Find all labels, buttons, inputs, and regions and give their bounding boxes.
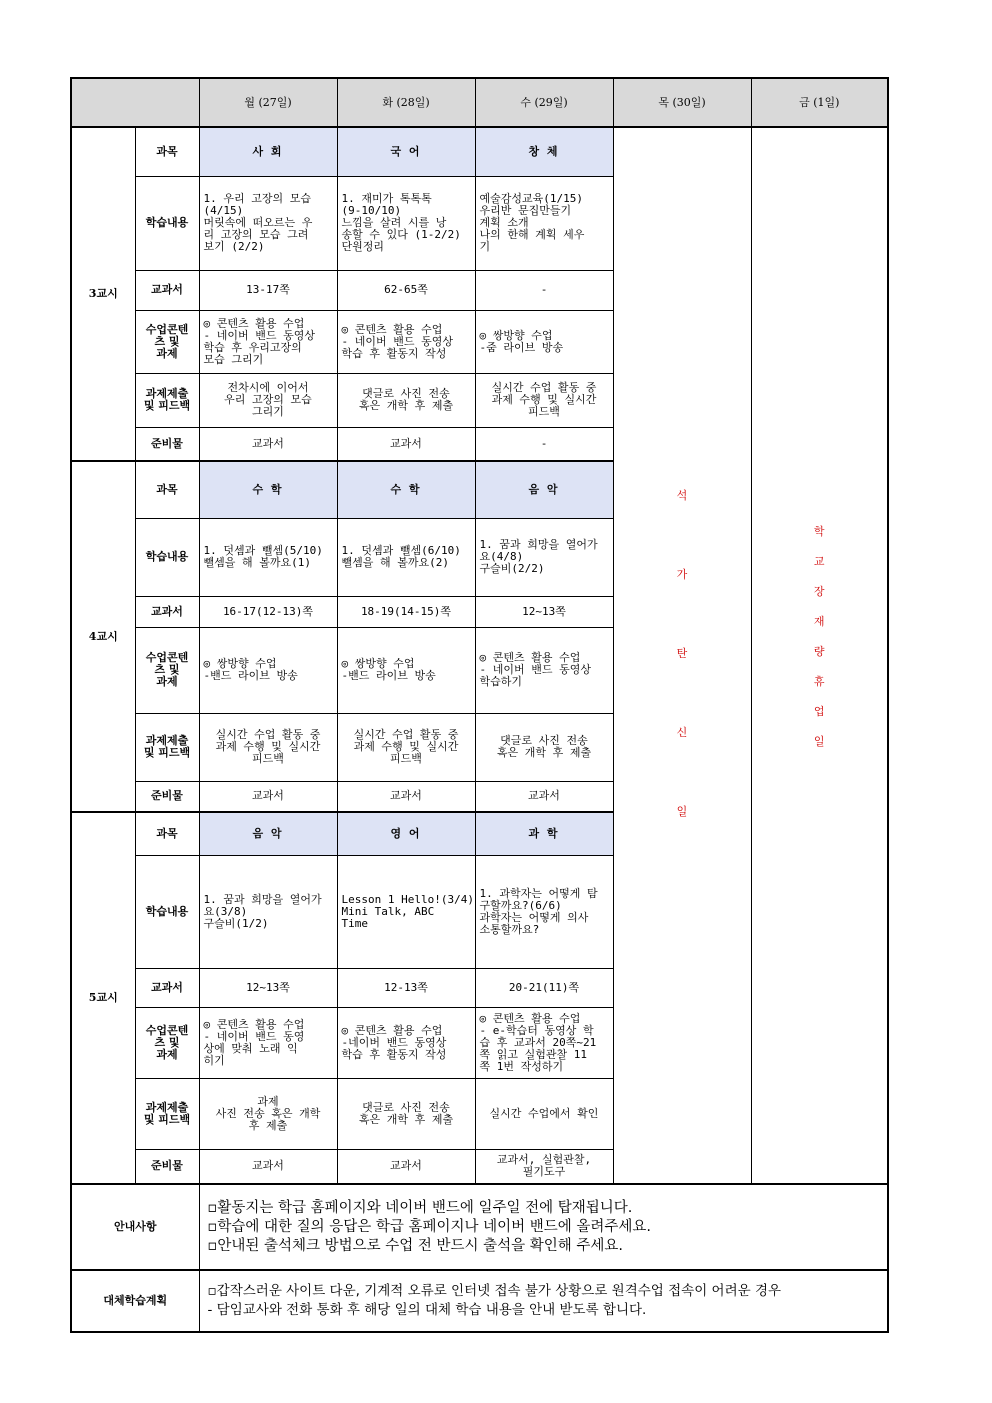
holiday-char: 일 (676, 804, 688, 818)
subject-row (71, 127, 888, 176)
materials-line: - (540, 436, 548, 450)
lesson-line: ◎ 콘텐츠 활용 수업 (479, 1011, 581, 1025)
materials-cell (475, 427, 613, 461)
content-line: 1. 꿈과 희망을 열어가 (479, 538, 598, 551)
label-line: 및 피드백 (143, 746, 191, 759)
row-label-subject: 과목 (135, 127, 199, 176)
materials-line: 교과서 (252, 436, 284, 450)
submission-line: 실시간 수업 활동 중 (491, 381, 597, 394)
lesson-line: ◎ 콘텐츠 활용 수업 (203, 316, 305, 330)
row-label-lesson (135, 627, 199, 713)
content-line: (9-10/10) (341, 204, 402, 217)
notice-row (71, 1184, 888, 1270)
submission-line: 실시간 수업에서 확인 (489, 1106, 599, 1120)
subject-cell: 수 학 (337, 461, 475, 518)
content-line: 1. 우리 고장의 모습 (203, 192, 311, 205)
submission-line: 과제 수행 및 실시간 (353, 740, 459, 753)
lesson-line: -줌 라이브 방송 (479, 340, 564, 354)
lesson-line: ◎ 쌍방향 수업 (203, 657, 277, 670)
holiday-char: 재 (813, 614, 825, 628)
day-header: 금 (1일) (751, 78, 888, 127)
content-cell (199, 176, 337, 270)
submission-line: 과제 수행 및 실시간 (215, 740, 321, 753)
materials-cell (199, 427, 337, 461)
weekly-schedule-table (70, 77, 889, 1333)
materials-line: 필기도구 (522, 1165, 566, 1179)
day-header: 목 (30일) (613, 78, 751, 127)
subject-cell: 음 악 (199, 812, 337, 855)
content-cell (199, 855, 337, 968)
lesson-line: - 네이버 밴드 동영상 (203, 328, 315, 342)
submission-line: 그리기 (252, 405, 284, 418)
row-label-content: 학습내용 (135, 518, 199, 596)
materials-cell (337, 1149, 475, 1184)
row-label-subject: 과목 (135, 812, 199, 855)
lesson-cell (475, 310, 613, 373)
subject-cell: 수 학 (199, 461, 337, 518)
lesson-line: 쪽 읽고 실험관찰 11 (479, 1047, 587, 1061)
row-label-content: 학습내용 (135, 176, 199, 270)
thursday-holiday-text (618, 490, 747, 818)
content-line: 기 (479, 240, 491, 253)
materials-line: 교과서 (252, 789, 284, 803)
alternative-line: - 담임교사와 전화 통화 후 해당 일의 대체 학습 내용을 안내 받도록 합니다. (207, 1302, 647, 1318)
subject-cell: 창 체 (475, 127, 613, 176)
lesson-cell (337, 627, 475, 713)
alternative-body (199, 1270, 888, 1332)
lesson-cell (199, 1007, 337, 1078)
row-label-submission (135, 713, 199, 781)
alternative-row (71, 1270, 888, 1332)
submission-line: 댓글로 사진 전송 (500, 734, 588, 747)
lesson-line: 학습하기 (479, 675, 523, 688)
submission-line: 실시간 수업 활동 중 (215, 728, 321, 741)
period-label: 3교시 (71, 127, 135, 461)
materials-line: 교과서 (252, 1159, 284, 1173)
notice-line: ▫활동지는 학급 홈페이지와 네이버 밴드에 일주일 전에 탑재됩니다. (207, 1199, 633, 1216)
row-label-materials: 준비물 (135, 427, 199, 461)
content-line: 단원정리 (341, 240, 385, 253)
content-line: 요(3/8) (203, 904, 248, 918)
lesson-line: 히기 (203, 1053, 225, 1067)
row-label-textbook: 교과서 (135, 968, 199, 1007)
notice-label: 안내사항 (71, 1184, 199, 1270)
lesson-line: 학습 후 활동지 작성 (341, 346, 447, 360)
label-line: 수업콘텐 (145, 651, 189, 664)
content-cell (337, 855, 475, 968)
lesson-line: 습 후 교과서 20쪽~21 (479, 1035, 597, 1049)
label-line: 츠 및 (154, 334, 180, 348)
alternative-label: 대체학습계획 (71, 1270, 199, 1332)
submission-line: 댓글로 사진 전송 (362, 387, 450, 400)
holiday-char: 석 (676, 488, 688, 502)
submission-line: 댓글로 사진 전송 (362, 1100, 450, 1114)
label-line: 과제 (156, 346, 178, 360)
content-line: 예술감성교육(1/15) (479, 192, 583, 205)
content-cell (337, 176, 475, 270)
row-label-submission (135, 373, 199, 427)
content-cell (199, 518, 337, 596)
materials-line: 교과서 (390, 1159, 422, 1173)
submission-cell (199, 713, 337, 781)
lesson-line: ◎ 콘텐츠 활용 수업 (341, 322, 443, 336)
label-line: 과제제출 (145, 1100, 189, 1114)
lesson-line: -밴드 라이브 방송 (203, 669, 298, 682)
lesson-line: 학습 후 우리고장의 (203, 340, 302, 354)
lesson-line: ◎ 쌍방향 수업 (341, 657, 415, 670)
lesson-line: - 네이버 밴드 동영 (203, 1029, 305, 1043)
submission-cell (199, 1078, 337, 1149)
content-line: 1. 덧셈과 뺄셈(5/10) (203, 544, 323, 557)
lesson-line: 상에 맞춰 노래 익 (203, 1041, 298, 1055)
row-label-materials: 준비물 (135, 1149, 199, 1184)
holiday-char: 장 (813, 584, 825, 598)
row-label-textbook: 교과서 (135, 596, 199, 627)
row-label-submission (135, 1078, 199, 1149)
textbook-cell: 12-13쪽 (337, 968, 475, 1007)
period-label: 4교시 (71, 461, 135, 812)
holiday-char: 교 (813, 554, 825, 568)
textbook-cell: 18-19(14-15)쪽 (337, 596, 475, 627)
content-cell (475, 518, 613, 596)
label-line: 및 피드백 (143, 1112, 191, 1126)
content-line: (4/15) (203, 204, 244, 217)
textbook-cell: 20-21(11)쪽 (475, 968, 613, 1007)
lesson-line: ◎ 콘텐츠 활용 수업 (341, 1023, 443, 1037)
content-line: Lesson 1 Hello!(3/4) (341, 892, 474, 906)
label-line: 츠 및 (154, 1035, 180, 1049)
submission-cell (475, 373, 613, 427)
submission-cell (337, 713, 475, 781)
submission-line: 피드백 (528, 405, 560, 418)
content-cell (475, 176, 613, 270)
content-line: 우리반 문집만들기 (479, 204, 572, 217)
holiday-char: 일 (813, 734, 825, 748)
submission-line: 우리 고장의 모습 (224, 393, 312, 406)
content-line: 머릿속에 떠오르는 우 (203, 216, 313, 229)
holiday-char: 가 (676, 567, 688, 581)
content-line: 송할 수 있다 (1-2/2) (341, 228, 461, 241)
lesson-line: ◎ 콘텐츠 활용 수업 (479, 651, 581, 664)
holiday-char: 휴 (813, 674, 825, 688)
materials-cell (337, 781, 475, 812)
content-cell (337, 518, 475, 596)
lesson-cell (337, 1007, 475, 1078)
friday-holiday-text (756, 526, 884, 748)
lesson-line: ◎ 콘텐츠 활용 수업 (203, 1017, 305, 1031)
lesson-line: -밴드 라이브 방송 (341, 669, 436, 682)
content-line: 리 고장의 모습 그려 (203, 228, 309, 241)
subject-cell: 과 학 (475, 812, 613, 855)
content-line: 1. 과학자는 어떻게 탐 (479, 886, 598, 900)
row-label-subject: 과목 (135, 461, 199, 518)
label-line: 수업콘텐 (145, 1023, 189, 1037)
content-line: 구슬비(1/2) (203, 916, 269, 930)
period-label: 5교시 (71, 812, 135, 1184)
submission-line: 과제 (257, 1094, 279, 1108)
submission-cell (337, 373, 475, 427)
lesson-line: 쪽 1번 작성하기 (479, 1059, 564, 1073)
label-line: 수업콘텐 (145, 322, 189, 336)
notice-line: ▫안내된 출석체크 방법으로 수업 전 반드시 출석을 확인해 주세요. (207, 1237, 623, 1254)
content-line: 구할까요?(6/6) (479, 898, 562, 912)
content-line: 과학자는 어떻게 의사 (479, 910, 589, 924)
submission-line: 전차시에 이어서 (227, 381, 309, 394)
content-line: Time (341, 916, 368, 930)
subject-cell: 국 어 (337, 127, 475, 176)
lesson-cell (199, 627, 337, 713)
submission-line: 실시간 수업 활동 중 (353, 728, 459, 741)
subject-cell: 사 회 (199, 127, 337, 176)
content-cell (475, 855, 613, 968)
lesson-cell (475, 627, 613, 713)
label-line: 과제 (156, 675, 178, 688)
lesson-line: ◎ 쌍방향 수업 (479, 328, 553, 342)
lesson-line: - e-학습터 동영상 학 (479, 1023, 594, 1037)
holiday-char: 량 (813, 644, 825, 658)
submission-cell (199, 373, 337, 427)
row-label-lesson (135, 310, 199, 373)
materials-line: 교과서 (390, 436, 422, 450)
day-header: 월 (27일) (199, 78, 337, 127)
submission-line: 후 제출 (248, 1118, 288, 1132)
notice-line: ▫학습에 대한 질의 응답은 학급 홈페이지나 네이버 밴드에 올려주세요. (207, 1218, 652, 1235)
textbook-cell: 12~13쪽 (199, 968, 337, 1007)
submission-cell (337, 1078, 475, 1149)
lesson-line: - 네이버 밴드 동영상 (479, 663, 591, 676)
content-line: 뺄셈을 해 볼까요(2) (341, 556, 449, 569)
content-line: 구슬비(2/2) (479, 562, 545, 575)
submission-line: 혹은 개학 후 제출 (496, 746, 592, 759)
submission-line: 과제 수행 및 실시간 (491, 393, 597, 406)
lesson-cell (199, 310, 337, 373)
content-line: Mini Talk, ABC (341, 904, 435, 918)
subject-cell: 음 악 (475, 461, 613, 518)
content-line: 1. 재미가 톡톡톡 (341, 192, 432, 205)
lesson-cell (475, 1007, 613, 1078)
day-header: 수 (29일) (475, 78, 613, 127)
label-line: 및 피드백 (143, 399, 191, 412)
lesson-line: 학습 후 활동지 작성 (341, 1047, 447, 1061)
holiday-char: 업 (813, 704, 825, 718)
row-label-materials: 준비물 (135, 781, 199, 812)
materials-cell (337, 427, 475, 461)
materials-line: 교과서 (390, 789, 422, 803)
content-line: 나의 한해 계획 세우 (479, 228, 585, 241)
holiday-char: 학 (813, 524, 825, 538)
materials-cell (475, 1149, 613, 1184)
materials-cell (475, 781, 613, 812)
content-line: 요(4/8) (479, 550, 524, 563)
submission-cell (475, 1078, 613, 1149)
submission-line: 피드백 (390, 752, 422, 765)
submission-line: 사진 전송 혹은 개학 (215, 1106, 321, 1120)
materials-line: 교과서, 실험관찰, (496, 1153, 592, 1167)
content-line: 뺄셈을 해 볼까요(1) (203, 556, 311, 569)
content-line: 느낌을 살려 시를 낭 (341, 216, 447, 229)
materials-cell (199, 1149, 337, 1184)
subject-cell: 영 어 (337, 812, 475, 855)
content-line: 소통할까요? (479, 922, 540, 936)
submission-line: 피드백 (252, 752, 284, 765)
row-label-content: 학습내용 (135, 855, 199, 968)
textbook-cell: 12~13쪽 (475, 596, 613, 627)
submission-cell (475, 713, 613, 781)
textbook-cell: 16-17(12-13)쪽 (199, 596, 337, 627)
row-label-textbook: 교과서 (135, 270, 199, 310)
materials-line: 교과서 (528, 789, 560, 803)
content-line: 보기 (2/2) (203, 240, 265, 253)
header-row (71, 78, 888, 127)
lesson-line: 모습 그리기 (203, 352, 264, 366)
content-line: 1. 꿈과 희망을 열어가 (203, 892, 322, 906)
label-line: 과제제출 (145, 734, 189, 747)
content-line: 1. 덧셈과 뺄셈(6/10) (341, 544, 461, 557)
header-blank (71, 78, 199, 127)
alternative-line: ▫갑작스러운 사이트 다운, 기계적 오류로 인터넷 접속 불가 상황으로 원격수업 접속이 어려운 경우 (207, 1283, 782, 1299)
notice-body (199, 1184, 888, 1270)
day-header: 화 (28일) (337, 78, 475, 127)
label-line: 과제제출 (145, 387, 189, 400)
friday-holiday (751, 127, 888, 1184)
holiday-char: 탄 (676, 646, 688, 660)
thursday-holiday (613, 127, 751, 1184)
row-label-lesson (135, 1007, 199, 1078)
label-line: 과제 (156, 1047, 178, 1061)
content-line: 계획 소개 (479, 216, 529, 229)
submission-line: 혹은 개학 후 제출 (358, 399, 454, 412)
submission-line: 혹은 개학 후 제출 (358, 1112, 454, 1126)
textbook-cell: 62-65쪽 (337, 270, 475, 310)
holiday-char: 신 (676, 725, 688, 739)
textbook-cell: 13-17쪽 (199, 270, 337, 310)
label-line: 츠 및 (154, 663, 180, 676)
lesson-cell (337, 310, 475, 373)
textbook-cell: - (475, 270, 613, 310)
lesson-line: - 네이버 밴드 동영상 (341, 334, 453, 348)
lesson-line: -네이버 밴드 동영상 (341, 1035, 447, 1049)
materials-cell (199, 781, 337, 812)
